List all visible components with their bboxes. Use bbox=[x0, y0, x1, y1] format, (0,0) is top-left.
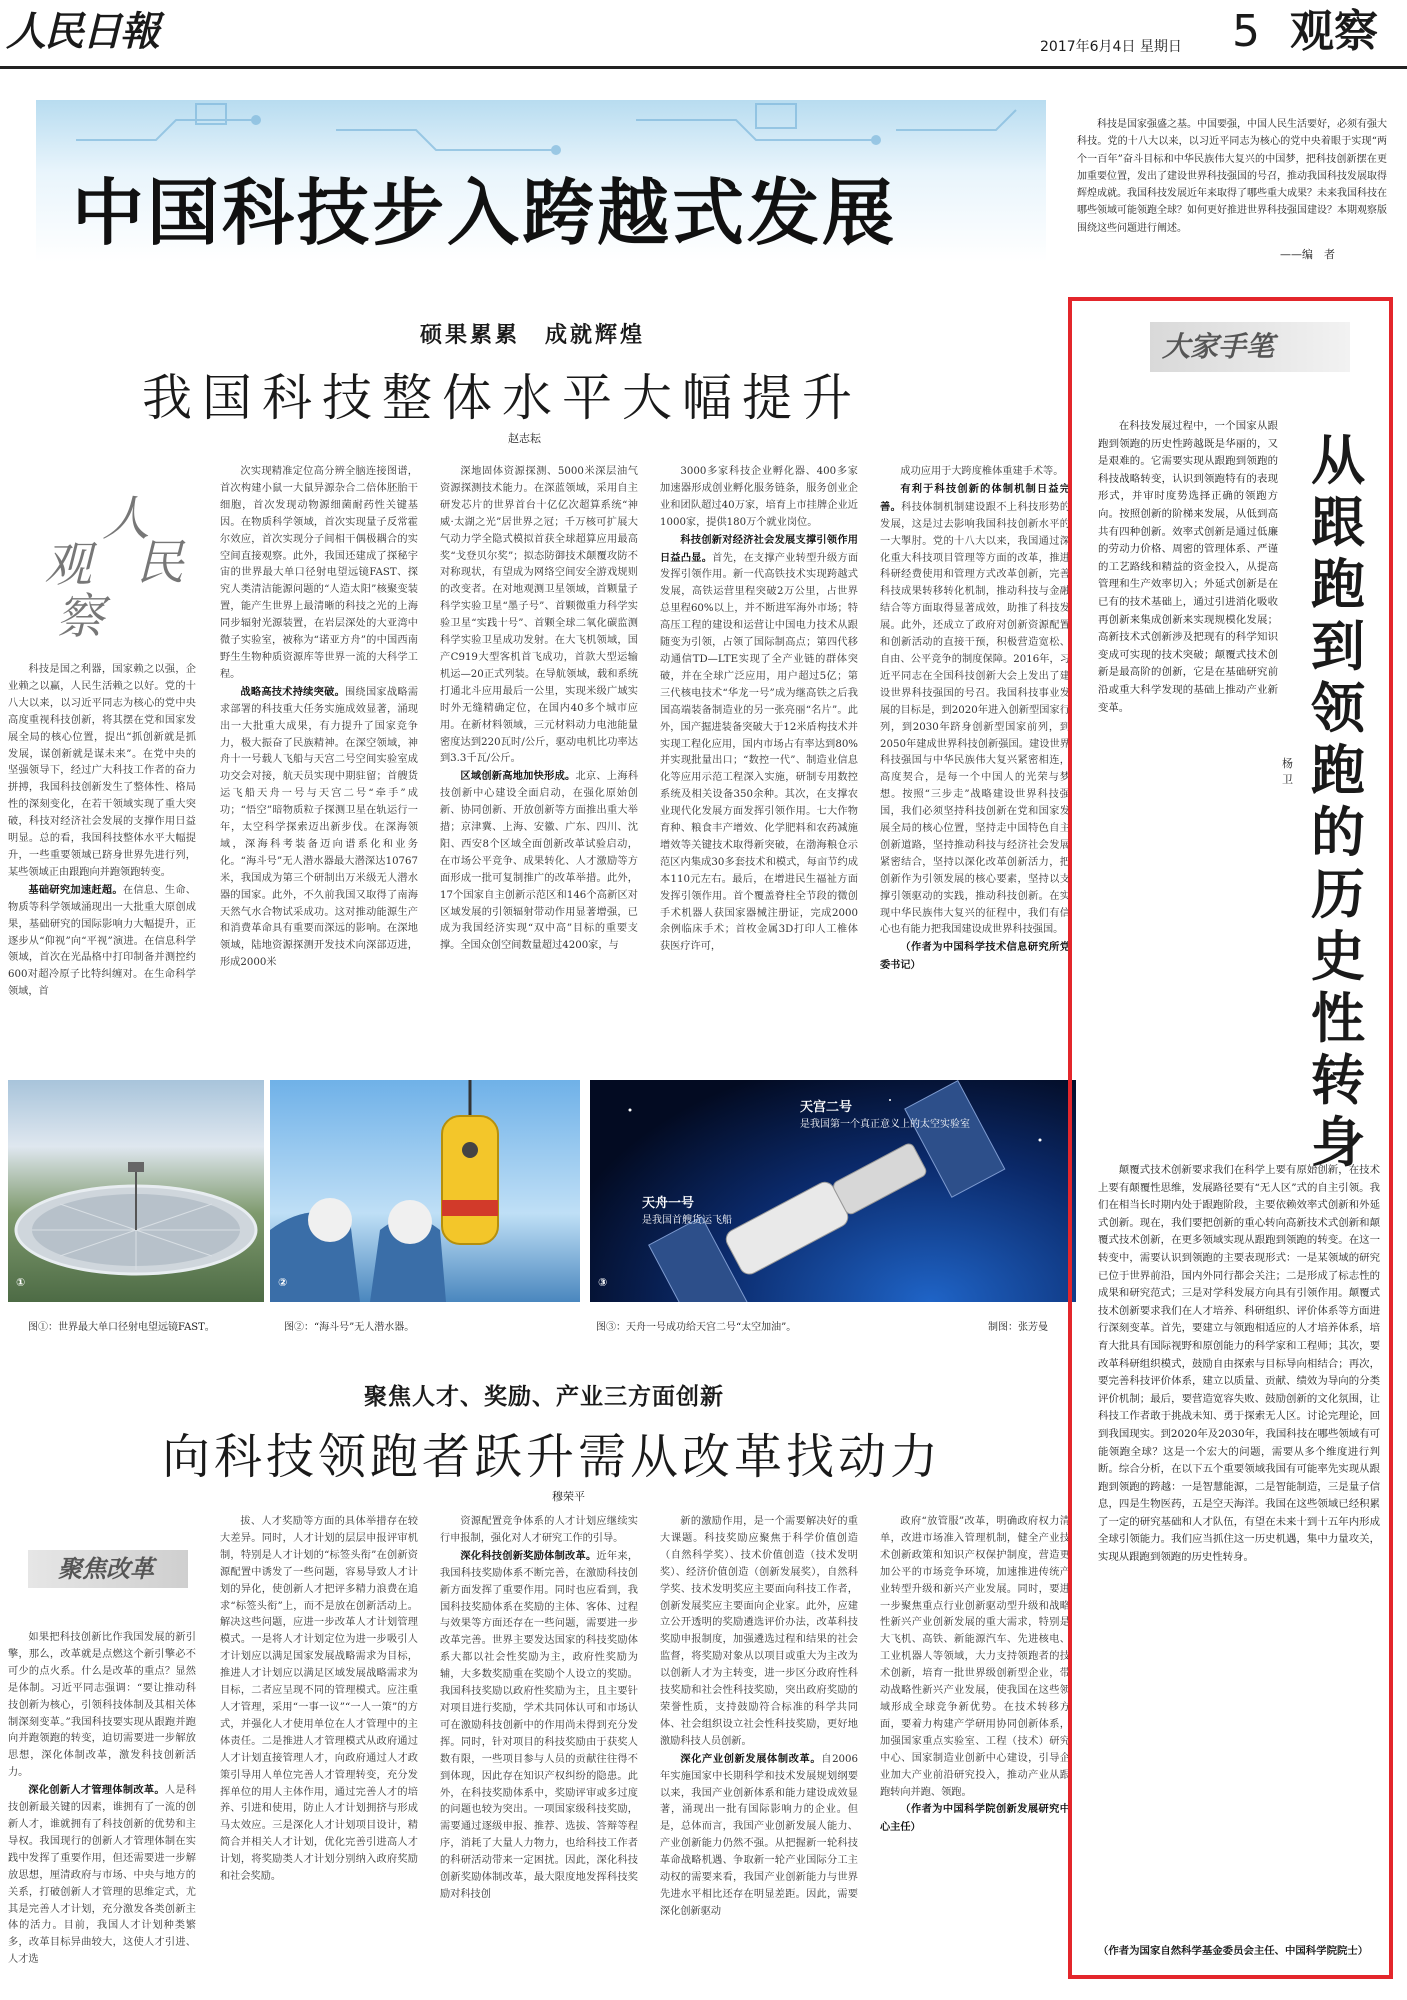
paragraph: 成功应用于大跨度椎体重建手术等。 bbox=[900, 466, 1064, 477]
tiangong2-label bbox=[800, 1096, 970, 1130]
article2-column-3 bbox=[440, 1514, 638, 2000]
logo-char: 人 bbox=[102, 491, 151, 547]
editor-note: 科技是国家强盛之基。中国要强，中国人民生活要好，必须有强大科技。党的十八大以来，以习近平同志为核心的党中央着眼于实现“两个一百年”奋斗目标和中华民族伟大复兴的中国梦，把科技创新摆在更加重要位置，发出了建设世界科技强国的号召，推动我国科技发展取得辉煌成就。我国科技发展近年来取得了哪些重大成果？未来我国科技在哪些领域可能领跑全球？如何更好推进世界科技强国建设？本期观察版围绕这些问题进行阐述。 bbox=[1077, 119, 1387, 234]
photo2-caption: 图②：“海斗号”无人潜水器。 bbox=[284, 1322, 415, 1333]
paragraph: 新的激励作用，是一个需要解决好的重大课题。科技奖励应聚焦于科学价值创造（自然科学奖）、技术价值创造（技术发明奖）、经济价值创造（创新发展奖），自然科学奖、技术发明奖应主要面向科技工作者，创新发展奖应主要面向企业家。此外，应建立公开透明的奖励遴选评价办法，改革科技奖励申报制度，加强遴选过程和结果的社会监督，将奖励对象从以项目或重大为主改为以创新人才为主转变，进一步区分政府性科技奖励和社会性科技奖励，突出政府奖励的荣誉性质，支持鼓励符合标准的科学共同体、社会组织设立社会性科技奖励，更好地激励科技人员创新。 bbox=[660, 1516, 858, 1747]
subhead: 区域创新高地加快形成。 bbox=[460, 770, 576, 783]
subhead: 深化创新人才管理体制改革。 bbox=[28, 1784, 165, 1797]
paragraph: 在信息、生命、物质等科学领域涌现出一大批重大原创成果，基础研究的国际影响力大幅提升，正逐步从“仰视”向“平视”演进。在信息科学领域，首次在光晶格中打印制备并测控约600对超冷原子比特纠缠对。在生命科学领域，首 bbox=[8, 884, 196, 998]
article1-column-1 bbox=[8, 662, 196, 1040]
article2-column-5 bbox=[880, 1514, 1070, 2000]
graphic-credit: 制图：张芳曼 bbox=[988, 1322, 1048, 1333]
paragraph: 3000多家科技企业孵化器、400多家加速器形成创业孵化服务链条，服务创业企业和团队超过40万家，培育上市挂牌企业近1000家，提供180万个就业岗位。 bbox=[660, 466, 858, 528]
section-name: 观察 bbox=[1290, 6, 1378, 57]
submersible-illustration bbox=[270, 1080, 580, 1302]
photo-number: ② bbox=[278, 1276, 288, 1289]
tiangong2-name: 天宫二号 bbox=[800, 1100, 853, 1115]
photo3-caption: 图③：天舟一号成功给天宫二号“太空加油”。 bbox=[596, 1322, 797, 1333]
subhead: 深化产业创新发展体制改革。 bbox=[680, 1752, 822, 1765]
paragraph: 人是科技创新最关键的因素，谁拥有了一流的创新人才，谁就拥有了科技创新的优势和主导权。我国现行的创新人才管理体制在实践中发挥了重要作用，但还需要进一步解放思想，厘清政府与市场、中央与地方的关系，打破创新人才管理的思维定式，尤其是完善人才计划，充分激发各类创新主体的活力。目前，我国人才计划种类繁多，改革目标异曲较大，这使人才引进、人才选 bbox=[8, 1785, 196, 1966]
photo1-caption: 图①：世界最大单口径射电望远镜FAST。 bbox=[28, 1322, 215, 1333]
paragraph: 拔、人才奖励等方面的具体举措存在较大差异。同时，人才计划的层层申报评审机制，特别是人才计划的“标签头衔”在创新资源配置中诱发了一些问题，容易导致人才计划的异化，使创新人才把评多精力浪费在追求“标签头衔”上，而不是放在创新活动上。解决这些问题，应进一步改革人才计划管理模式。一是将人才计划定位为进一步吸引人才计划应以满足国家发展战略需求为目标，推进人才计划应以满足区域发展战略需求为目标，二者应呈现不同的管理模式。应注重人才管理，采用“一事一议”“一人一策”的方式，并强化人才使用单位在人才管理中的主体责任。二是推进人才管理模式从政府通过人才计划直接管理人才，向政府通过人才政策引导用人单位完善人才管理转变，充分发挥单位的用人主体作用，通过完善人才的培养、引进和使用，防止人才计划拥挤与形成马太效应。三是深化人才计划项目设计，精简合并相关人才计划，优化完善引进高人才计划，将奖励类人才计划分别纳入政府奖励和社会奖励。 bbox=[220, 1516, 418, 1883]
article1-kicker: 硕果累累 成就辉煌 bbox=[420, 322, 646, 348]
opinion-author: 杨卫 bbox=[1282, 757, 1293, 786]
article2-title: 向科技领跑者跃升需从改革找动力 bbox=[162, 1429, 943, 1485]
paragraph: 自2006年实施国家中长期科学和技术发展规划纲要以来，我国产业创新体系和能力建设成效显著，涌现出一批有国际影响力的企业。但是，总体而言，我国产业创新发展人能力、产业创新能力仍然不强。从把握新一轮科技革命战略机遇、争取新一轮产业国际分工主动权的需要来看，我国产业创新能力与世界先进水平相比还存在明显差距。因此，需要深化创新驱动 bbox=[660, 1753, 858, 1917]
subhead: 战略高技术持续突破。 bbox=[240, 685, 346, 698]
paragraph: 科技是国之利器，国家赖之以强，企业赖之以赢，人民生活赖之以好。党的十八大以来，以习近平同志为核心的党中央高度重视科技创新，将其摆在党和国家发展全局的核心位置，提出“抓创新就是抓发展，谋创新就是谋未来”。在党中央的坚强领导下，经过广大科技工作者的奋力拼搏，我国科技创新发生了整体性、格局性的深刻变化，在若干领域实现了重大突破，科技对经济社会发展的支撑作用日益明显。总的看，我国科技整体水平大幅提升，一些重要领域已跻身世界先进行列，某些领域正由跟跑向并跑领跑转变。 bbox=[8, 664, 196, 878]
paragraph: 北京、上海科技创新中心建设全面启动，在强化原始创新、协同创新、开放创新等方面推出重大举措；京津冀、上海、安徽、广东、四川、沈阳、西安8个区域全面创新改革试验启动，在市场公平竞争、成果转化、人才激励等方面形成一批可复制推广的改革举措。此外，17个国家自主创新示范区和146个高新区对区域发展的引领辐射带动作用显著增强，已成为我国经济实现“双中高”目标的重要支撑。全国众创空间数量超过4200家，与 bbox=[440, 771, 638, 952]
article1-byline: 赵志耘 bbox=[508, 432, 541, 445]
opinion-body-upper bbox=[1098, 418, 1278, 1158]
masthead-rule bbox=[0, 66, 1407, 69]
opinion-body-lower bbox=[1098, 1162, 1380, 1962]
article1-title: 我国科技整体水平大幅提升 bbox=[142, 369, 862, 427]
reform-column-logo: 聚焦改革 bbox=[28, 1550, 188, 1588]
paragraph: 围绕国家战略需求部署的科技重大任务实施成效显著，涌现出一大批重大成果，有力提升了国家竞争力，极大振奋了民族精神。在深空领域，神舟十一号载人飞船与天宫二号空间实验室成功交会对接，航天员实现中期驻留；首艘货运飞船天舟一号与天宫二号“牵手”成功；“悟空”暗物质粒子探测卫星在轨运行一年，太空科学探索迈出新步伐。在深海领域，深海科考装备迈向谱系化和业务化。“海斗号”无人潜水器最大潜深达10767米，我国成为第三个研制出万米级无人潜水器的国家。此外，不久前我国又取得了南海天然气水合物试采成功。这对推动能源生产和消费革命具有重要而深远的影响。在深地领域，陆地资源探测开发技术向深部迈进，形成2000米 bbox=[220, 686, 418, 969]
subhead: 基础研究加速赶超。 bbox=[28, 883, 123, 896]
paragraph: 首先，在支撑产业转型升级方面发挥引领作用。新一代高铁技术实现跨越式发展，高铁运营里程突破2万公里，占世界总里程60%以上，并不断进军海外市场；特高压工程的建设和运营让中国电力技术从跟随变为引领，占领了国际制高点；第四代移动通信TD—LTE实现了全产业链的群体突破，并在全球广泛应用，用户超过5亿；第三代核电技术“华龙一号”成为继高铁之后我国高端装备制造业的另一张亮丽“名片”。此外，国产掘进装备突破大于12米盾构技术并实现工程化应用，国内市场占有率达到80%并实现批量出口；“数控一代”、制造业信息化等应用示范工程深入实施，研制专用数控系统及相关设备350余种。其次，在支撑农业现代化发展方面发挥引领作用。七大作物育种、粮食丰产增效、化学肥料和农药减施增效等关键技术取得新突破，在渤海粮仓示范区内集成30多套技术和模式，每亩节约成本110元左右。最后，在增进民生福祉方面发挥引领作用。首个覆盖脊柱全节段的微创手术机器人获国家器械注册证，完成2000余例临床手术；首枚金属3D打印人工椎体获医疗许可， bbox=[660, 552, 858, 953]
article1-column-3 bbox=[440, 464, 638, 1040]
photo-number: ① bbox=[16, 1276, 26, 1289]
opinion-column-logo: 大家手笔 bbox=[1150, 322, 1350, 372]
logo-char: 民 bbox=[136, 535, 185, 591]
logo-char: 察 bbox=[56, 589, 105, 645]
banner-title: 中国科技步入跨越式发展 bbox=[72, 171, 898, 255]
subhead: 科技创新对经济社会发展支撑引领作用日益凸显。 bbox=[660, 533, 858, 564]
spacecraft-docking-photo bbox=[590, 1080, 1076, 1302]
paragraph: 资源配置竞争体系的人才计划应继续实行申报制，强化对人才研究工作的引导。 bbox=[440, 1516, 638, 1544]
article2-column-4 bbox=[660, 1514, 858, 2000]
telescope-illustration bbox=[8, 1080, 264, 1302]
paragraph: 颠覆式技术创新要求我们在科学上要有原始创新，在技术上要有颠覆性思维，发展路径要有“无人区”式的自主引领。我们在相当长时期内处于跟跑阶段，主要依赖效率式创新和外延式创新。现在，我们要把创新的重心转向高新技术式创新和颠覆式技术创新，在更多领域实现从跟跑到领跑的转变。在这一转变中，需要认识到领跑的主要表现形式：一是某领域的研究已位于世界前沿，国内外同行都会关注；二是形成了标志性的成果和研究范式；三是对学科发展方向具有引领作用。颠覆式技术创新要求我们在人才培养、科研组织、评价体系等方面进行深刻变革。首先，要建立与领跑相适应的人才培养体系，培育大批具有国际视野和原创能力的科学家和工程师；其次，要改革科研组织模式，鼓励自由探索与目标导向相结合；再次，要完善科技评价体系，建立以质量、贡献、绩效为导向的分类评价机制；最后，要营造宽容失败、鼓励创新的文化氛围，让科技工作者敢于挑战未知、勇于探索无人区。讨论完理论，回到我国现实。到2020年及2030年，我国科技在哪些领域有可能领跑全球？这是一个宏大的问题，需要从多个维度进行判断。综合分析，在以下五个重要领域我国有可能率先实现从跟跑到领跑的跨越：一是智慧能源，二是智能制造，三是量子信息，四是生物医药，五是空天海洋。我国在这些领域已经积累了一定的研究基础和人才队伍，有望在未来十到十五年内形成全球引领能力。我们应当抓住这一历史机遇，集中力量攻关，实现从跟跑到领跑的历史性转身。 bbox=[1098, 1164, 1380, 1564]
article1-column-2 bbox=[220, 464, 418, 1040]
fast-telescope-photo bbox=[8, 1080, 264, 1302]
subhead: 有利于科技创新的体制机制日益完善。 bbox=[880, 482, 1070, 513]
issue-date: 2017年6月4日 星期日 bbox=[1040, 39, 1182, 55]
article1-column-4 bbox=[660, 464, 858, 1040]
article2-column-1 bbox=[8, 1630, 196, 2000]
submersible-photo bbox=[270, 1080, 580, 1302]
people-observe-logo bbox=[44, 480, 194, 645]
newspaper-logo: 人民日報 bbox=[6, 8, 158, 55]
article2-byline: 穆荣平 bbox=[552, 1490, 585, 1503]
article2-kicker: 聚焦人才、奖励、产业三方面创新 bbox=[364, 1383, 724, 1410]
paragraph: 政府“放管服”改革，明确政府权力清单，改进市场准入管理机制，健全产业技术创新政策和知识产权保护制度，营造更加公平的市场竞争环境，加速推进传统产业转型升级和新兴产业发展。同时，要进一步聚焦重点行业创新驱动型升级和战略性新兴产业创新发展的重大需求，特别是大飞机、高铁、新能源汽车、先进核电、工业机器人等领域，大力支持领跑者的技术创新，培育一批世界级创新型企业，带动战略性新兴产业发展，使我国在这些领域形成全球竞争新优势。在技术转移方面，要着力构建产学研用协同创新体系，加强国家重点实验室、工程（技术）研究中心、国家制造业创新中心建设，引导企业加大产业前沿研究投入，推动产业从跟跑转向并跑、领跑。 bbox=[880, 1516, 1070, 1798]
paragraph: 次实现精准定位高分辨全脑连接图谱，首次构建小鼠一大鼠异源杂合二倍体胚胎干细胞，首次发现动物源细菌耐药性关键基因。在物质科学领域，首次实现量子反常霍尔效应，首次实现分子间相干偶极耦合的实空间直接观察。此外，我国还建成了探秘宇宙的世界最大单口径射电望远镜FAST、探究人类清洁能源问题的“人造太阳”核聚变装置，能产生世界上最清晰的科技之光的上海同步辐射光源装置，在岩层深处的大亚湾中微子实验室，被称为“诺亚方舟”的中国西南野生生物种质资源库等世界一流的大科学工程。 bbox=[220, 466, 418, 680]
paragraph: 在科技发展过程中，一个国家从跟跑到领跑的历史性跨越既是华丽的，又是艰难的。它需要实现从跟跑到领跑的科技战略转变，认识到领跑特有的表现形式，并审时度势选择正确的领跑方向。按照创新的阶梯来发展，从低到高共有四种创新。效率式创新是通过低廉的劳动力价格、周密的管理体系、严谨的工艺路线和精益的资金投入，从提高管理和生产效率切入；外延式创新是在已有的技术基础上，通过引进消化吸收再创新来集成创新来实现规模化发展；高新技术式创新涉及把现有的科学知识变成可实现的技术突破；颠覆式技术创新是最高阶的创新，它是在基础研究前沿或重大科学发现的基础上推动产业新变革。 bbox=[1098, 420, 1278, 714]
tianzhou1-desc: 是我国首艘货运飞船 bbox=[642, 1215, 732, 1226]
tianzhou1-label bbox=[642, 1192, 732, 1226]
article2-column-2 bbox=[220, 1514, 418, 2000]
photo-number: ③ bbox=[598, 1276, 608, 1289]
tiangong2-desc: 是我国第一个真正意义上的太空实验室 bbox=[800, 1119, 970, 1130]
paragraph: 如果把科技创新比作我国发展的新引擎，那么，改革就是点燃这个新引擎必不可少的点火系。什么是改革的重点？显然是体制。习近平同志强调：“要让推动科技创新为核心，引领科技体制及其相关体制深刻变革。”我国科技要实现从跟跑并跑向并跑领跑的转变，迫切需要进一步解放思想，深化体制改革，激发科技创新活力。 bbox=[8, 1632, 196, 1779]
paragraph: 深地固体资源探测、5000米深层油气资源探测技术能力。在深蓝领域，采用自主研发芯片的世界首台十亿亿次超算系统“神威·太湖之光”居世界之冠；千万核可扩展大气动力学全隐式模拟首获全球超算应用最高奖“戈登贝尔奖”；拟态防御技术颠覆攻防不对称现状，有望成为网络空间安全游戏规则的改变者。在对地观测卫星领域，首颗量子科学实验卫星“墨子号”、首颗微重力科学实验卫星“实践十号”、首颗全球二氧化碳监测科学实验卫星成功发射。在大飞机领域，国产C919大型客机首飞成功，首款大型运输机运—20正式列装。在导航领域，载和系统打通北斗应用最后一公里，实现米级广域实时外无缝精确定位，在国内40多个城市应用。在新材料领域，三元材料动力电池能量密度达到220瓦时/公斤，驱动电机比功率达到3.3千瓦/公斤。 bbox=[440, 466, 638, 765]
subhead: 深化科技创新奖励体制改革。 bbox=[460, 1549, 597, 1562]
paragraph: 科技体制机制建设跟不上科技形势的发展，这是过去影响我国科技创新水平的一大掣肘。党的十八大以来，我国通过深化重大科技项目管理等方面的改革，推进科研经费使用和管理方式改革创新，完善科技成果转移转化机制，推动科技与金融结合等方面取得显著成效，助推了科技发展。此外，还成立了政府对创新资源配置和创新活动的直接干预，积极营造宽松、自由、公平竞争的制度保障。2016年，习近平同志在全国科技创新大会上发出了建设世界科技强国的号召。我国科技事业发展的目标是，到2020年进入创新型国家行列，到2030年跻身创新型国家前列，到2050年建成世界科技创新强国。建设世界科技强国与中华民族伟大复兴紧密相连，高度契合，是每一个中国人的光荣与梦想。按照“三步走”战略建设世界科技强国，我们必须坚持科技创新在党和国家发展全局的核心位置，坚持走中国特色自主创新道路，坚持推动科技与经济社会发展紧密结合，坚持以深化改革创新活力，把创新作为引领发展的核心要素，坚持以支撑引领驱动的实践，推动科技创新。在实现中华民族伟大复兴的征程中，我们有信心也有能力把我国建设成世界科技强国。 bbox=[880, 501, 1070, 936]
paragraph: 近年来，我国科技奖励体系不断完善，在激励科技创新方面发挥了重要作用。同时也应看到，我国科技奖励体系在奖励的主体、客体、过程与效果等方面还存在一些问题，需要进一步改革完善。世界主要发达国家的科技奖励体系大都以社会性奖励为主，政府性奖励为辅，大多数奖励重在奖励个人设立的奖励。我国科技奖励以政府性奖励为主，且主要针对项目进行奖励，学术共同体认可和市场认可在激励科技创新中的作用尚未得到充分发挥。同时，针对项目的科技奖励由于获奖人数有限，一些项目参与人员的贡献往往得不到体现，因此存在知识产权纠纷的隐患。此外，在科技奖励体系中，奖励评审或多过度的问题也较为突出。一项国家级科技奖励，需要通过逐级申报、推荐、选拔、答辩等程序，消耗了大量人力物力，也给科技工作者的科研活动带来一定困扰。因此，深化科技创新奖励体制改革，最大限度地发挥科技奖励对科技创 bbox=[440, 1550, 638, 1900]
author-note: （作者为中国科学技术信息研究所党委书记） bbox=[880, 941, 1070, 972]
opinion-title: 从跟跑到领跑的历史性转身 bbox=[1311, 429, 1365, 1174]
logo-char: 观 bbox=[44, 537, 93, 593]
article1-column-5 bbox=[880, 464, 1070, 1040]
editor-signature: ——编 者 bbox=[1280, 248, 1335, 261]
author-note: （作者为中国科学院创新发展研究中心主任） bbox=[880, 1803, 1070, 1834]
opinion-author-note: （作者为国家自然科学基金委员会主任、中国科学院院士） bbox=[1098, 1945, 1369, 1957]
tianzhou1-name: 天舟一号 bbox=[642, 1196, 695, 1211]
page-number: 5 bbox=[1232, 6, 1260, 57]
